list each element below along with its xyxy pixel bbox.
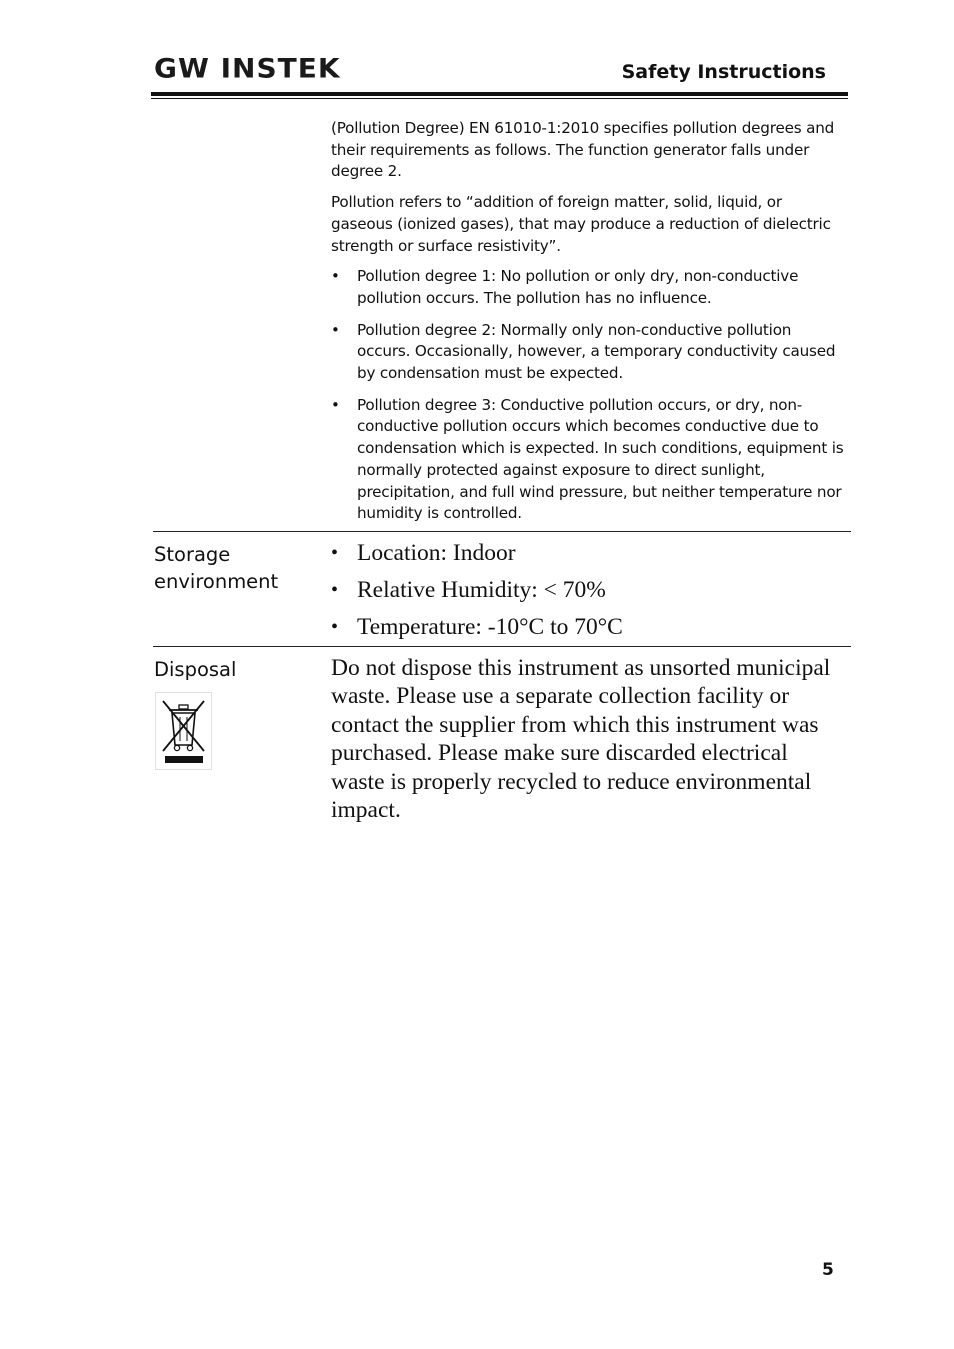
disposal-text: Do not dispose this instrument as unsorted municipal waste. Please use a separate collection facility or contact the supplier from which this instrument was purchased. Please make sure discarded electrical waste is properly recycled to reduce environmental impact. <box>331 655 831 824</box>
pollution-intro: (Pollution Degree) EN 61010-1:2010 specifies pollution degrees and their requirements as follows. The function generator falls under degree 2. <box>331 119 835 181</box>
brand-logo-text: GW INSTEK <box>154 52 341 85</box>
pollution-degree-3: • Pollution degree 3: Conductive pollution occurs, or dry, non-conductive pollution occurs which becomes conductive due to condensation which is expected. In such conditions, equipment is normally protected against exposure to direct sunlight, precipitation, and full wind pressure, but neither temperature nor humidity is controlled. <box>331 395 846 525</box>
pollution-definition: Pollution refers to “addition of foreign matter, solid, liquid, or gaseous (ionized gases), that may produce a reduction of dielectric strength or surface resistivity”. <box>331 193 831 255</box>
header-rule <box>151 92 848 99</box>
pollution-degree-1: • Pollution degree 1: No pollution or only dry, non-conductive pollution occurs. The pollution has no influence. <box>331 266 846 309</box>
crossed-out-wheelie-bin-icon <box>155 692 212 770</box>
storage-environment-list <box>331 538 623 649</box>
pollution-degree-section <box>331 118 846 535</box>
page-number: 5 <box>822 1260 834 1280</box>
pollution-degree-list <box>331 266 846 525</box>
storage-location: • Location: Indoor <box>331 538 623 575</box>
storage-humidity: • Relative Humidity: < 70% <box>331 575 623 612</box>
disposal-label: Disposal <box>154 658 237 681</box>
storage-temperature: • Temperature: -10°C to 70°C <box>331 612 623 649</box>
table-divider <box>153 531 851 532</box>
brand-logo <box>154 52 341 85</box>
section-title: Safety Instructions <box>621 61 826 83</box>
storage-environment-label: Storage environment <box>154 543 279 593</box>
pollution-degree-2: • Pollution degree 2: Normally only non-conductive pollution occurs. Occasionally, however, a temporary conductivity caused by condensation must be expected. <box>331 320 846 385</box>
table-divider <box>153 646 851 647</box>
